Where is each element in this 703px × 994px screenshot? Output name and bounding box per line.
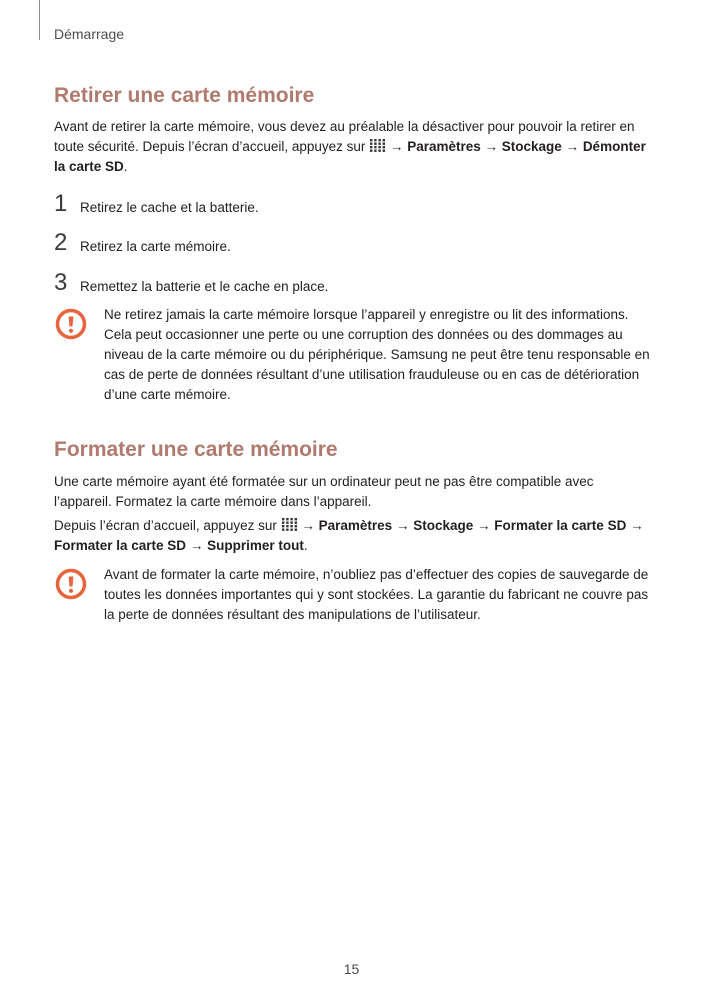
caution-note [54, 305, 654, 407]
step-text: Retirez la carte mémoire. [80, 239, 231, 254]
caution-icon [55, 568, 87, 600]
header-rule [39, 0, 40, 40]
section-title-remove-card: Retirer une carte mémoire [54, 84, 315, 107]
caution-text: Avant de formater la carte mémoire, n’oubliez pas d’effectuer des copies de sauvegarde de toutes les données importantes qui y sont stockées. La garantie du fabricant ne couvre pas la perte de données résultant des manipulations de l’utilisateur. [104, 567, 649, 622]
menu-formater-carte-sd: Formater la carte SD [494, 518, 627, 533]
chapter-label: Démarrage [54, 26, 125, 42]
remove-card-intro: Avant de retirer la carte mémoire, vous devez au préalable la désactiver pour pouvoir la retirer en toute sécurité. Depuis l’écran d’accueil, appuyez sur → Paramètres → Stockage → Démonter la carte SD. [54, 119, 646, 174]
menu-stockage: Stockage [501, 139, 562, 154]
menu-parametres: Paramètres [318, 518, 393, 533]
menu-stockage: Stockage [413, 518, 474, 533]
menu-parametres: Paramètres [407, 139, 481, 154]
step-text: Retirez le cache et la batterie. [80, 200, 259, 215]
menu-supprimer-tout: Supprimer tout [207, 538, 304, 553]
section-title-format-card: Formater une carte mémoire [54, 438, 338, 461]
step-1 [54, 192, 654, 220]
menu-formater-carte-sd-confirm: Formater la carte SD [54, 538, 187, 553]
step-2 [54, 231, 654, 259]
caution-icon [55, 308, 87, 340]
step-3 [54, 271, 654, 299]
step-number: 1 [54, 190, 68, 217]
format-card-para1: Une carte mémoire ayant été formatée sur un ordinateur peut ne pas être compatible avec l’appareil. Formatez la carte mémoire dans l’appareil. [54, 474, 594, 509]
apps-grid-icon [282, 518, 297, 531]
caution-text: Ne retirez jamais la carte mémoire lorsque l’appareil y enregistre ou lit des informations. Cela peut occasionner une perte ou une corruption des données ou des dommages au niveau de la carte mémoire ou du périphérique. Samsung ne peut être tenu responsable en cas de perte de données résultant d’une utilisation frauduleuse ou en cas de détérioration d’une carte mémoire. [104, 307, 650, 402]
step-number: 2 [54, 229, 68, 256]
format-card-instructions: Depuis l’écran d’accueil, appuyez sur → Paramètres → Stockage → Formater la carte SD → Formater la carte SD → Supprimer tout. [54, 518, 644, 553]
menu-demonter-carte-sd: Démonter la carte SD [54, 139, 646, 174]
step-number: 3 [54, 269, 68, 296]
step-text: Remettez la batterie et le cache en place. [80, 279, 329, 294]
page-number: 15 [343, 961, 360, 977]
caution-note [54, 565, 654, 629]
apps-grid-icon [370, 139, 385, 152]
